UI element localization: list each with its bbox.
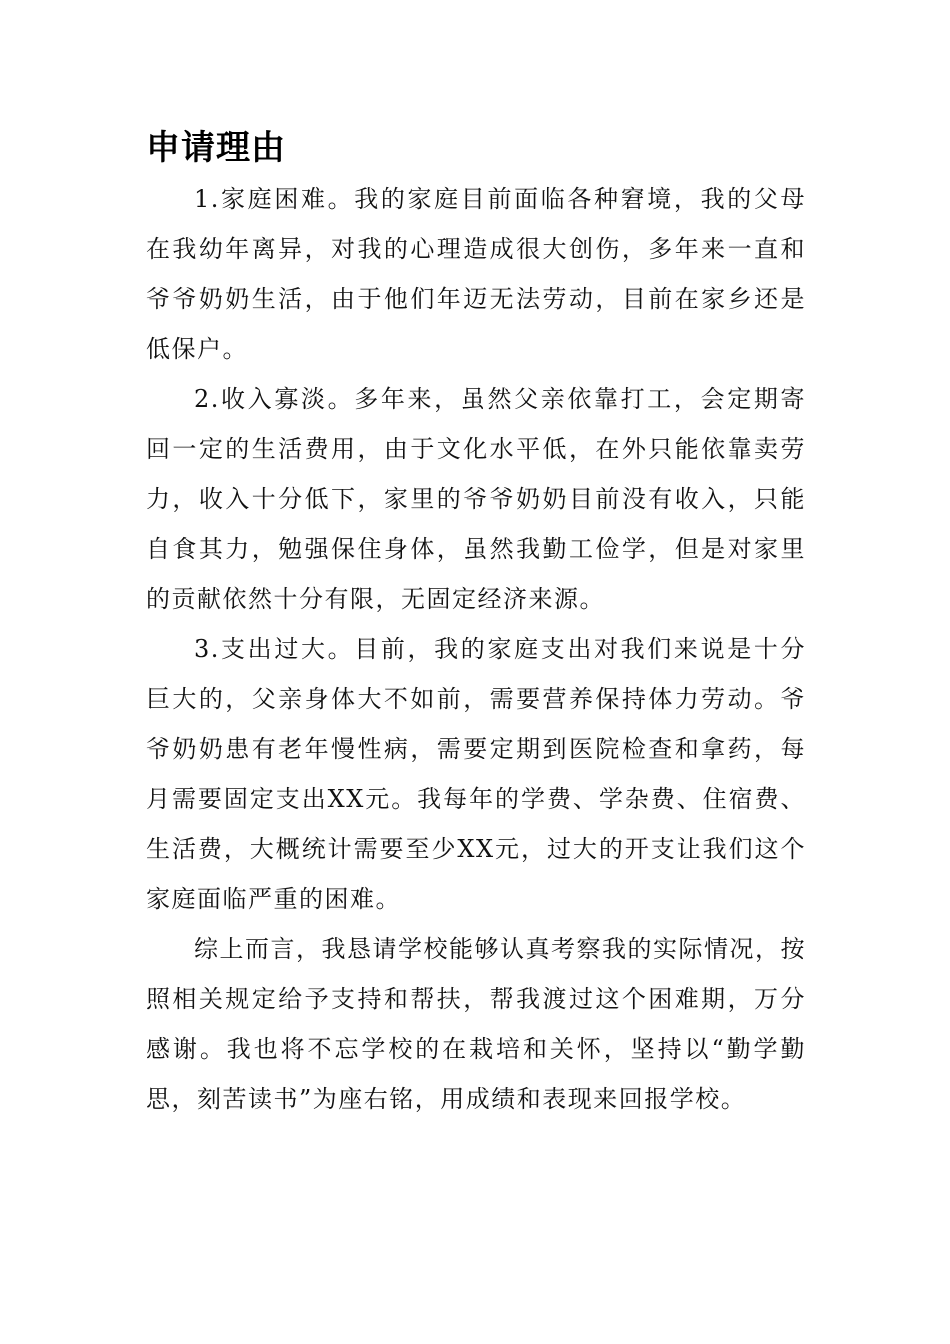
paragraph-low-income: 2.收入寡淡。多年来，虽然父亲依靠打工，会定期寄回一定的生活费用，由于文化水平低，在外只能依靠卖劳力，收入十分低下，家里的爷爷奶奶目前没有收入，只能自食其力，勉强保住身体，虽然我勤工俭学，但是对家里的贡献依然十分有限，无固定经济来源。 (146, 385, 806, 613)
document-title: 申请理由 (146, 128, 286, 168)
paragraph-conclusion: 综上而言，我恳请学校能够认真考察我的实际情况，按照相关规定给予支持和帮扶，帮我渡过这个困难期，万分感谢。我也将不忘学校的在栽培和关怀，坚持以“勤学勤思，刻苦读书”为座右铭，用成绩和表现来回报学校。 (146, 935, 806, 1113)
document-body (146, 174, 806, 1124)
paragraph-family-hardship: 1.家庭困难。我的家庭目前面临各种窘境，我的父母在我幼年离异，对我的心理造成很大创伤，多年来一直和爷爷奶奶生活，由于他们年迈无法劳动，目前在家乡还是低保户。 (146, 185, 806, 363)
paragraph-high-expenses: 3.支出过大。目前，我的家庭支出对我们来说是十分巨大的，父亲身体大不如前，需要营养保持体力劳动。爷爷奶奶患有老年慢性病，需要定期到医院检查和拿药，每月需要固定支出XX元。我每年的学费、学杂费、住宿费、生活费，大概统计需要至少XX元，过大的开支让我们这个家庭面临严重的困难。 (146, 635, 806, 913)
